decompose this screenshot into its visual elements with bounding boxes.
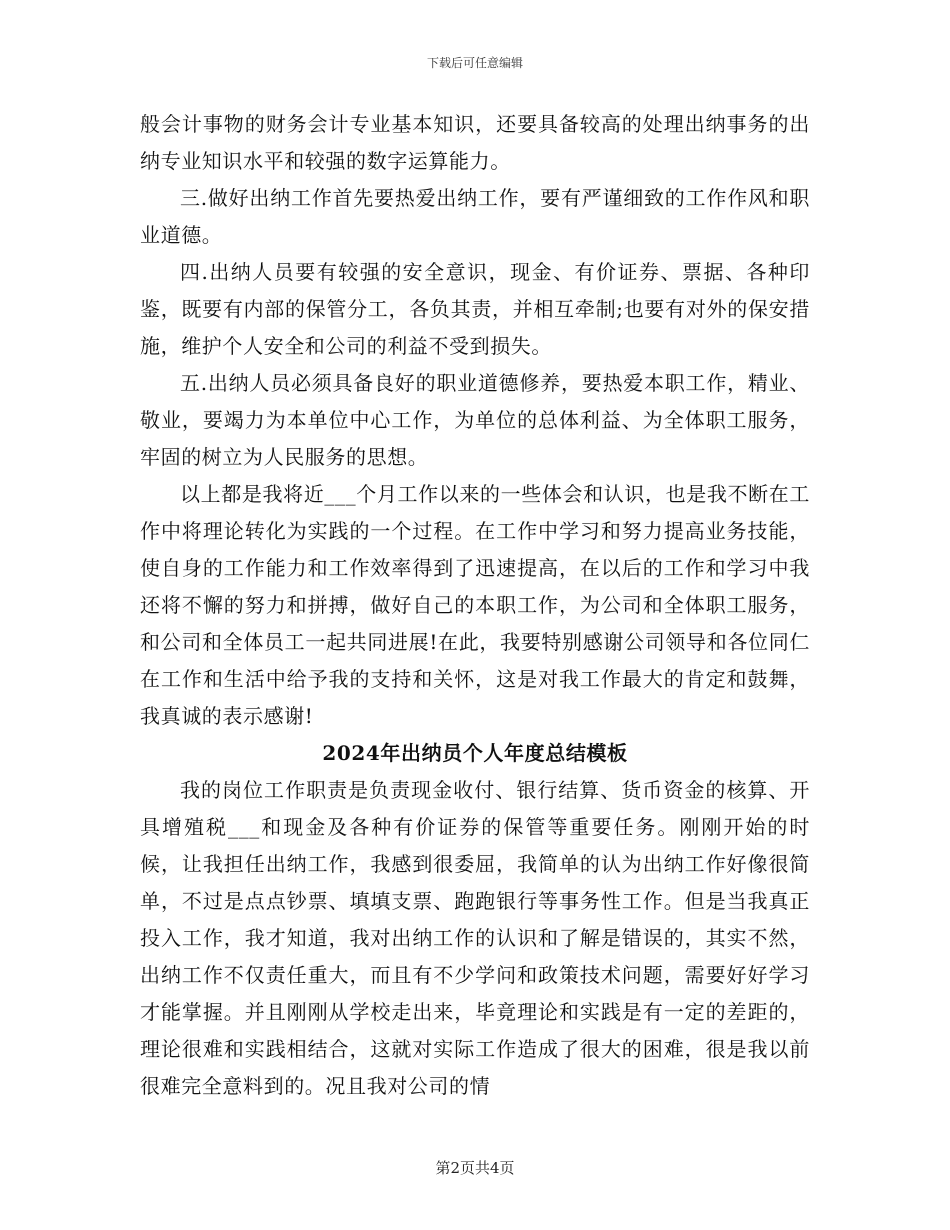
paragraph-section-intro: 我的岗位工作职责是负责现金收付、银行结算、货币资金的核算、开具增殖税___和现金及各种有价证券的保管等重要任务。刚刚开始的时候，让我担任出纳工作，我感到很委屈，我简单的认为出纳工作好像很简单，不过是点点钞票、填填支票、跑跑银行等事务性工作。但是当我真正投入工作，我才知道，我对出纳工作的认识和了解是错误的，其实不然，出纳工作不仅责任重大，而且有不少学问和政策技术问题，需要好好学习才能掌握。并且刚刚从学校走出来，毕竟理论和实践是有一定的差距的，理论很难和实践相结合，这就对实际工作造成了很大的困难，很是我以前很难完全意料到的。况且我对公司的情 [140, 778, 810, 1098]
paragraph-continuation: 般会计事物的财务会计专业基本知识，还要具备较高的处理出纳事务的出纳专业知识水平和较强的数字运算能力。 [140, 112, 810, 173]
paragraph-conclusion: 以上都是我将近___个月工作以来的一些体会和认识，也是我不断在工作中将理论转化为实践的一个过程。在工作中学习和努力提高业务技能，使自身的工作能力和工作效率得到了迅速提高，在以后的工作和学习中我还将不懈的努力和拼搏，做好自己的本职工作，为公司和全体职工服务，和公司和全体员工一起共同进展!在此，我要特别感谢公司领导和各位同仁在工作和生活中给予我的支持和关怀，这是对我工作最大的肯定和鼓舞，我真诚的表示感谢! [140, 482, 810, 728]
paragraph-item-five: 五.出纳人员必须具备良好的职业道德修养，要热爱本职工作，精业、敬业，要竭力为本单位中心工作，为单位的总体利益、为全体职工服务，牢固的树立为人民服务的思想。 [140, 371, 810, 469]
page-number: 第2页共4页 [435, 1159, 515, 1177]
paragraph-item-three: 三.做好出纳工作首先要热爱出纳工作，要有严谨细致的工作作风和职业道德。 [140, 186, 810, 247]
section-title: 2024年出纳员个人年度总结模板 [322, 741, 628, 765]
header-note: 下载后可任意编辑 [426, 56, 523, 70]
document-body [140, 106, 810, 1105]
paragraph-item-four: 四.出纳人员要有较强的安全意识，现金、有价证券、票据、各种印鉴，既要有内部的保管分工，各负其责，并相互牵制;也要有对外的保安措施，维护个人安全和公司的利益不受到损失。 [140, 260, 810, 358]
